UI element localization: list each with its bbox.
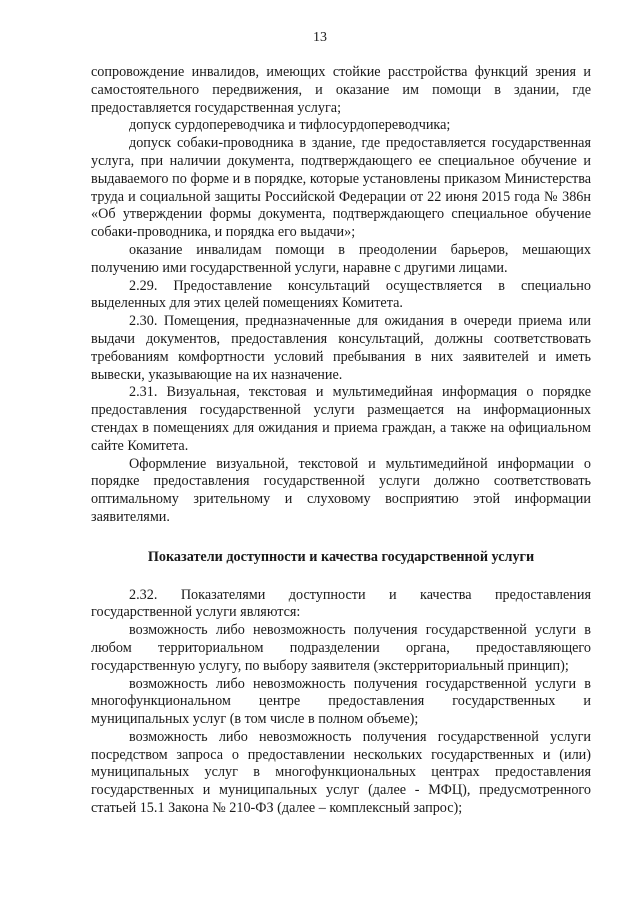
paragraph-2-32: 2.32. Показателями доступности и качества предоставления государственной услуги являются: [91,586,591,621]
paragraph: Оформление визуальной, текстовой и мультимедийной информации о порядке предоставления государственной услуги должно соответствовать оптимальному зрительному и слуховому восприятию этой информации заявителями. [91,455,591,525]
paragraph-2-31: 2.31. Визуальная, текстовая и мультимедийная информация о порядке предоставления государственной услуги размещается на информационных стендах в помещениях для ожидания и приема граждан, а также на официальном сайте Комитета. [91,384,591,454]
paragraph: возможность либо невозможность получения государственной услуги посредством запроса о предоставлении нескольких государственных и (или) муниципальных услуг в многофункциональных центрах предоставления государственных и муниципальных услуг (далее - МФЦ), предусмотренного статьей 15.1 Закона № 210-ФЗ (далее – комплексный запрос); [91,728,591,817]
document-body [91,64,591,818]
paragraph: сопровождение инвалидов, имеющих стойкие расстройства функций зрения и самостоятельного передвижения, и оказание им помощи в здании, где предоставляется государственная услуга; [91,64,591,116]
paragraph: допуск сурдопереводчика и тифлосурдопереводчика; [129,117,451,134]
paragraph-2-29: 2.29. Предоставление консультаций осуществляется в специально выделенных для этих целей помещениях Комитета. [91,277,591,312]
section-heading: Показатели доступности и качества государственной услуги [147,548,535,565]
paragraph-2-30: 2.30. Помещения, предназначенные для ожидания в очереди приема или выдачи документов, предоставления консультаций, должны соответствовать требованиям комфортности условий пребывания в них заявителей и иметь вывески, указывающие на их назначение. [91,313,591,383]
paragraph: возможность либо невозможность получения государственной услуги в любом территориальном подразделении органа, предоставляющего государственную услугу, по выбору заявителя (экстерриториальный принцип); [91,622,591,674]
page-number: 13 [313,30,327,45]
paragraph: допуск собаки-проводника в здание, где предоставляется государственная услуга, при наличии документа, подтверждающего ее специальное обучение и выдаваемого по форме и в порядке, которые установлены приказом Министерства труда и социальной защиты Российской Федерации от 22 июня 2015 года № 386н «Об утверждении формы документа, подтверждающего специальное обучение собаки-проводника, и порядка его выдачи»; [91,135,591,241]
paragraph: оказание инвалидам помощи в преодолении барьеров, мешающих получению ими государственной услуги, наравне с другими лицами. [91,241,591,276]
paragraph: возможность либо невозможность получения государственной услуги в многофункциональном центре предоставления государственных и муниципальных услуг (в том числе в полном объеме); [91,675,591,728]
